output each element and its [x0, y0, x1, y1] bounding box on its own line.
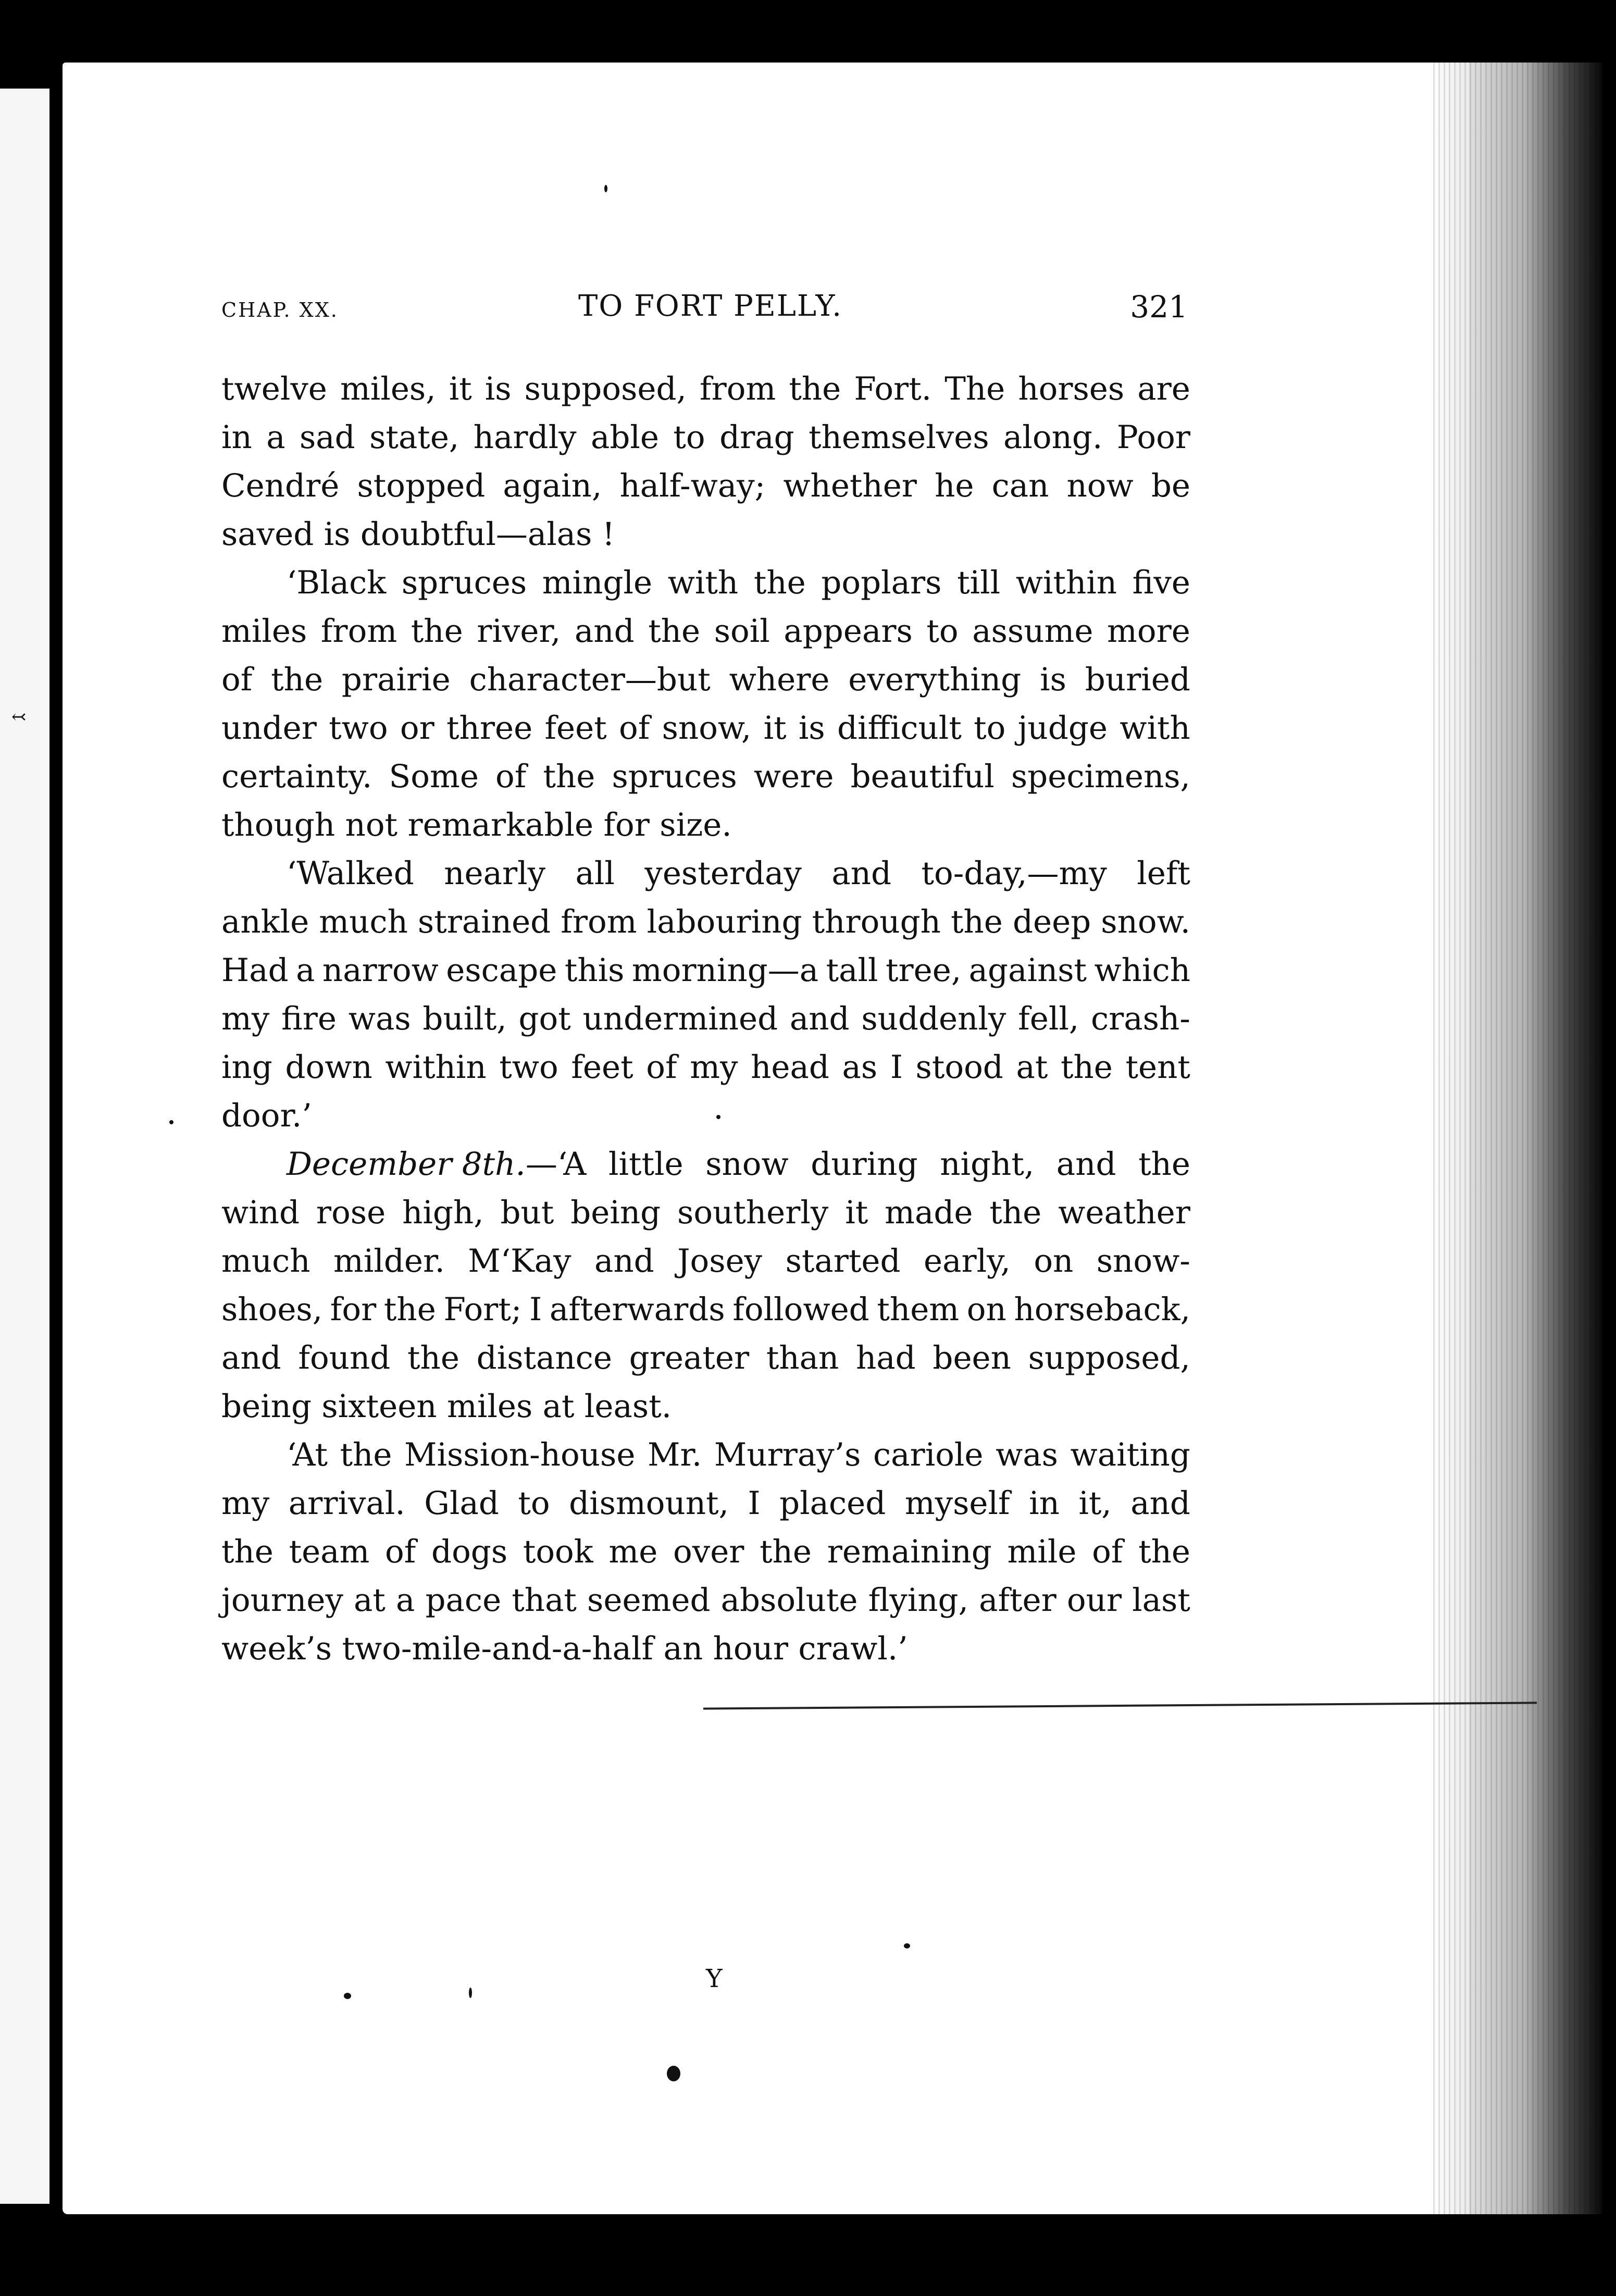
- word: buried: [1085, 661, 1190, 698]
- word: Poor: [1116, 419, 1190, 456]
- word: the: [221, 1533, 274, 1570]
- word: themselves: [809, 419, 989, 456]
- word: and: [574, 613, 635, 650]
- text-line: [221, 1285, 1190, 1334]
- word: cariole: [873, 1436, 984, 1473]
- word: night,: [940, 1146, 1035, 1183]
- text-line: [221, 607, 1190, 655]
- word: for: [330, 1291, 377, 1328]
- word: two: [329, 710, 388, 747]
- word: much: [319, 903, 408, 940]
- word: my: [690, 1049, 738, 1086]
- word: ‘Black: [287, 564, 387, 601]
- word: of: [221, 661, 253, 698]
- text-line: [221, 801, 1190, 849]
- word: a: [266, 419, 285, 456]
- word: within: [385, 1049, 487, 1086]
- word: all: [575, 855, 615, 892]
- word: during: [811, 1146, 918, 1183]
- text-line: [221, 1140, 1190, 1188]
- word: The: [944, 370, 1005, 407]
- running-title: TO FORT PELLY.: [578, 289, 843, 323]
- word: the: [753, 564, 806, 601]
- word: it,: [1078, 1485, 1112, 1522]
- word: be: [1151, 467, 1190, 504]
- word: prairie: [341, 661, 451, 698]
- word: greater: [629, 1339, 750, 1376]
- word: ing: [221, 1049, 272, 1086]
- word: where: [729, 661, 830, 698]
- word: horseback,: [1014, 1291, 1190, 1328]
- word: the: [340, 1436, 392, 1473]
- word: snow.: [1101, 903, 1190, 940]
- word: on: [966, 1291, 1006, 1328]
- word: with: [1120, 710, 1190, 747]
- word: feet: [571, 1049, 633, 1086]
- word: I: [529, 1291, 542, 1328]
- word: arrival.: [288, 1485, 405, 1522]
- text-line: [221, 1188, 1190, 1237]
- word: everything: [848, 661, 1022, 698]
- word: early,: [924, 1243, 1011, 1280]
- text-line: [221, 1624, 1190, 1673]
- word: —‘A: [525, 1146, 587, 1183]
- word: hardly: [473, 419, 577, 456]
- word: assume: [972, 613, 1093, 650]
- word: to: [673, 419, 705, 456]
- word: afterwards: [549, 1291, 725, 1328]
- word: waiting: [1070, 1436, 1190, 1473]
- word: the: [407, 1339, 459, 1376]
- word: of: [619, 710, 650, 747]
- word: tree,: [885, 952, 962, 989]
- word: now: [1066, 467, 1134, 504]
- word: under: [221, 710, 317, 747]
- text-line: [221, 462, 1190, 510]
- word: suddenly: [861, 1000, 1006, 1037]
- word: been: [933, 1339, 1011, 1376]
- signature-mark: Y: [706, 1964, 723, 1993]
- word: along.: [1003, 419, 1103, 456]
- word: twelve: [221, 370, 327, 407]
- word: labouring: [647, 903, 802, 940]
- word: myself: [904, 1485, 1010, 1522]
- word: character—but: [469, 661, 711, 698]
- word: got: [518, 1000, 571, 1037]
- word: on: [1034, 1243, 1074, 1280]
- word: to: [926, 613, 959, 650]
- word: stopped: [357, 467, 486, 504]
- word: the: [989, 1194, 1042, 1231]
- text-line: [221, 510, 1190, 559]
- word: the: [1138, 1146, 1190, 1183]
- margin-mark: ↢: [11, 706, 27, 727]
- word: than: [766, 1339, 839, 1376]
- word: milder.: [333, 1243, 445, 1280]
- word: tall: [826, 952, 878, 989]
- word: from: [320, 613, 397, 650]
- word: to: [974, 710, 1006, 747]
- word: left: [1137, 855, 1190, 892]
- word: soil: [714, 613, 770, 650]
- word: deep: [1012, 903, 1091, 940]
- word: southerly: [677, 1194, 829, 1231]
- word: Some: [389, 758, 479, 795]
- word: team: [289, 1533, 370, 1570]
- word: of: [1092, 1533, 1123, 1570]
- word: to-day,—my: [921, 855, 1107, 892]
- word: this: [564, 952, 625, 989]
- text-line: [221, 849, 1190, 898]
- word: little: [608, 1146, 683, 1183]
- word: fire: [281, 1000, 337, 1037]
- word: wind: [221, 1194, 300, 1231]
- word: weather: [1058, 1194, 1190, 1231]
- word: the: [411, 613, 463, 650]
- word: I: [890, 1049, 903, 1086]
- word: three: [446, 710, 533, 747]
- text-line: [221, 946, 1190, 995]
- word: or: [400, 710, 434, 747]
- word: my: [221, 1485, 270, 1522]
- word: pace: [425, 1582, 502, 1619]
- word: from: [561, 903, 637, 940]
- line-text: being sixteen miles at least.: [221, 1388, 672, 1425]
- word: in: [221, 419, 252, 456]
- word: with: [667, 564, 739, 601]
- previous-page-edge: [0, 89, 49, 2204]
- word: snow: [705, 1146, 789, 1183]
- text-line: [221, 1043, 1190, 1091]
- word: in: [1029, 1485, 1060, 1522]
- word: snow,: [662, 710, 752, 747]
- word: supposed,: [524, 370, 687, 407]
- word: narrow: [322, 952, 439, 989]
- word: tent: [1125, 1049, 1190, 1086]
- word: he: [935, 467, 974, 504]
- text-line: [221, 365, 1190, 413]
- word: within: [1015, 564, 1117, 601]
- word: is: [1040, 661, 1066, 698]
- word: stood: [915, 1049, 1003, 1086]
- word: is: [484, 370, 512, 407]
- word: built,: [422, 1000, 507, 1037]
- word: strained: [417, 903, 551, 940]
- text-line: [221, 1528, 1190, 1576]
- word: certainty.: [221, 758, 372, 795]
- word: to: [518, 1485, 550, 1522]
- word: a: [296, 952, 315, 989]
- date-heading: December 8th.: [287, 1146, 526, 1183]
- word: our: [1066, 1582, 1122, 1619]
- word: was: [348, 1000, 411, 1037]
- line-text: week’s two-mile-and-a-half an hour crawl.’: [221, 1630, 908, 1667]
- word: it: [449, 370, 472, 407]
- word: Had: [221, 952, 289, 989]
- word: the: [760, 1533, 812, 1570]
- word: absolute: [720, 1582, 858, 1619]
- word: journey: [221, 1582, 343, 1619]
- word: undermined: [582, 1000, 778, 1037]
- word: state,: [369, 419, 459, 456]
- scan-speck: [469, 1988, 472, 1998]
- page-number: 321: [1130, 289, 1188, 325]
- word: specimens,: [1011, 758, 1190, 795]
- word: feet: [544, 710, 607, 747]
- word: after: [979, 1582, 1056, 1619]
- word: Murray’s: [714, 1436, 861, 1473]
- chapter-label: CHAP. XX.: [221, 299, 339, 321]
- scan-speck: [716, 1115, 720, 1119]
- word: are: [1137, 370, 1190, 407]
- word: Fort;: [443, 1291, 522, 1328]
- line-text: saved is doubtful—alas !: [221, 516, 615, 553]
- line-text: door.’: [221, 1097, 312, 1134]
- word: I: [748, 1485, 761, 1522]
- word: more: [1107, 613, 1190, 650]
- word: fell,: [1018, 1000, 1079, 1037]
- word: dogs: [431, 1533, 508, 1570]
- word: whether: [783, 467, 917, 504]
- word: Fort.: [854, 370, 932, 407]
- running-header: [221, 289, 1188, 331]
- scan-speck: [604, 185, 607, 192]
- word: again,: [503, 467, 602, 504]
- word: and: [831, 855, 892, 892]
- word: ‘At: [287, 1436, 328, 1473]
- text-line: [221, 1576, 1190, 1624]
- scan-speck: [667, 2066, 680, 2081]
- word: snow-: [1096, 1243, 1190, 1280]
- text-line: [221, 1237, 1190, 1285]
- word: me: [608, 1533, 658, 1570]
- word: placed: [779, 1485, 886, 1522]
- word: nearly: [444, 855, 546, 892]
- line-text: though not remarkable for size.: [221, 806, 732, 843]
- text-line: [221, 752, 1190, 801]
- word: high,: [402, 1194, 484, 1231]
- text-line: [221, 1479, 1190, 1528]
- text-line: [221, 655, 1190, 704]
- word: miles,: [340, 370, 436, 407]
- book-gutter: [1430, 63, 1602, 2214]
- word: mingle: [542, 564, 653, 601]
- word: spruces: [612, 758, 737, 795]
- word: drag: [719, 419, 794, 456]
- word: two: [499, 1049, 558, 1086]
- word: last: [1132, 1582, 1190, 1619]
- word: started: [785, 1243, 901, 1280]
- text-line: [221, 704, 1190, 752]
- word: Glad: [424, 1485, 499, 1522]
- word: and: [789, 1000, 850, 1037]
- word: and: [594, 1243, 654, 1280]
- word: can: [991, 467, 1049, 504]
- word: flying,: [868, 1582, 968, 1619]
- word: of: [646, 1049, 677, 1086]
- word: morning—a: [631, 952, 819, 989]
- word: through: [812, 903, 941, 940]
- word: my: [221, 1000, 270, 1037]
- word: Mission-house: [404, 1436, 636, 1473]
- word: the: [648, 613, 701, 650]
- scan-speck: [904, 1943, 910, 1949]
- word: sad: [299, 419, 355, 456]
- word: ankle: [221, 903, 309, 940]
- word: at: [354, 1582, 386, 1619]
- word: seemed: [587, 1582, 711, 1619]
- word: over: [673, 1533, 744, 1570]
- word: river,: [477, 613, 561, 650]
- word: against: [968, 952, 1087, 989]
- word: the: [950, 903, 1003, 940]
- word: it: [763, 710, 787, 747]
- word: of: [495, 758, 527, 795]
- text-line: [221, 1334, 1190, 1382]
- word: half-way;: [619, 467, 766, 504]
- word: supposed,: [1028, 1339, 1190, 1376]
- word: found: [298, 1339, 391, 1376]
- word: at: [1016, 1049, 1048, 1086]
- word: it: [845, 1194, 868, 1231]
- word: till: [957, 564, 1001, 601]
- text-line: [221, 413, 1190, 462]
- word: difficult: [837, 710, 962, 747]
- word: spruces: [401, 564, 527, 601]
- word: distance: [476, 1339, 612, 1376]
- word: the: [789, 370, 841, 407]
- word: M‘Kay: [468, 1243, 571, 1280]
- word: yesterday: [644, 855, 802, 892]
- word: ‘Walked: [287, 855, 414, 892]
- word: the: [271, 661, 324, 698]
- text-line: [221, 559, 1190, 607]
- word: them: [877, 1291, 960, 1328]
- word: much: [221, 1243, 310, 1280]
- word: escape: [446, 952, 557, 989]
- word: a: [396, 1582, 415, 1619]
- word: Mr.: [648, 1436, 702, 1473]
- line-words: [526, 1140, 1190, 1188]
- scan-speck: [169, 1120, 173, 1124]
- word: beautiful: [850, 758, 995, 795]
- text-line: [221, 995, 1190, 1043]
- text-line: [221, 1382, 1190, 1431]
- word: but: [500, 1194, 554, 1231]
- word: poplars: [821, 564, 942, 601]
- word: miles: [221, 613, 307, 650]
- word: head: [751, 1049, 829, 1086]
- word: from: [700, 370, 776, 407]
- word: and: [221, 1339, 281, 1376]
- word: and: [1130, 1485, 1190, 1522]
- word: and: [1056, 1146, 1116, 1183]
- text-line: [221, 1431, 1190, 1479]
- word: the: [543, 758, 595, 795]
- word: five: [1132, 564, 1190, 601]
- text-line: [221, 898, 1190, 946]
- scan-speck: [344, 1993, 351, 1999]
- word: of: [385, 1533, 416, 1570]
- word: mile: [1007, 1533, 1077, 1570]
- word: shoes,: [221, 1291, 323, 1328]
- word: Cendré: [221, 467, 340, 504]
- word: which: [1094, 952, 1190, 989]
- word: was: [996, 1436, 1058, 1473]
- word: is: [798, 710, 825, 747]
- word: the: [1060, 1049, 1113, 1086]
- word: judge: [1017, 710, 1108, 747]
- word: made: [885, 1194, 973, 1231]
- word: that: [512, 1582, 577, 1619]
- body-text: [221, 365, 1190, 1673]
- word: dismount,: [569, 1485, 729, 1522]
- word: the: [383, 1291, 436, 1328]
- word: rose: [316, 1194, 386, 1231]
- word: as: [842, 1049, 878, 1086]
- word: crash-: [1090, 1000, 1190, 1037]
- word: followed: [732, 1291, 869, 1328]
- word: appears: [784, 613, 913, 650]
- word: horses: [1018, 370, 1125, 407]
- word: were: [753, 758, 834, 795]
- word: took: [523, 1533, 593, 1570]
- word: Josey: [677, 1243, 763, 1280]
- word: able: [590, 419, 660, 456]
- word: the: [1138, 1533, 1190, 1570]
- word: had: [855, 1339, 916, 1376]
- word: being: [570, 1194, 661, 1231]
- word: down: [285, 1049, 372, 1086]
- word: remaining: [827, 1533, 992, 1570]
- text-line: [221, 1091, 1190, 1140]
